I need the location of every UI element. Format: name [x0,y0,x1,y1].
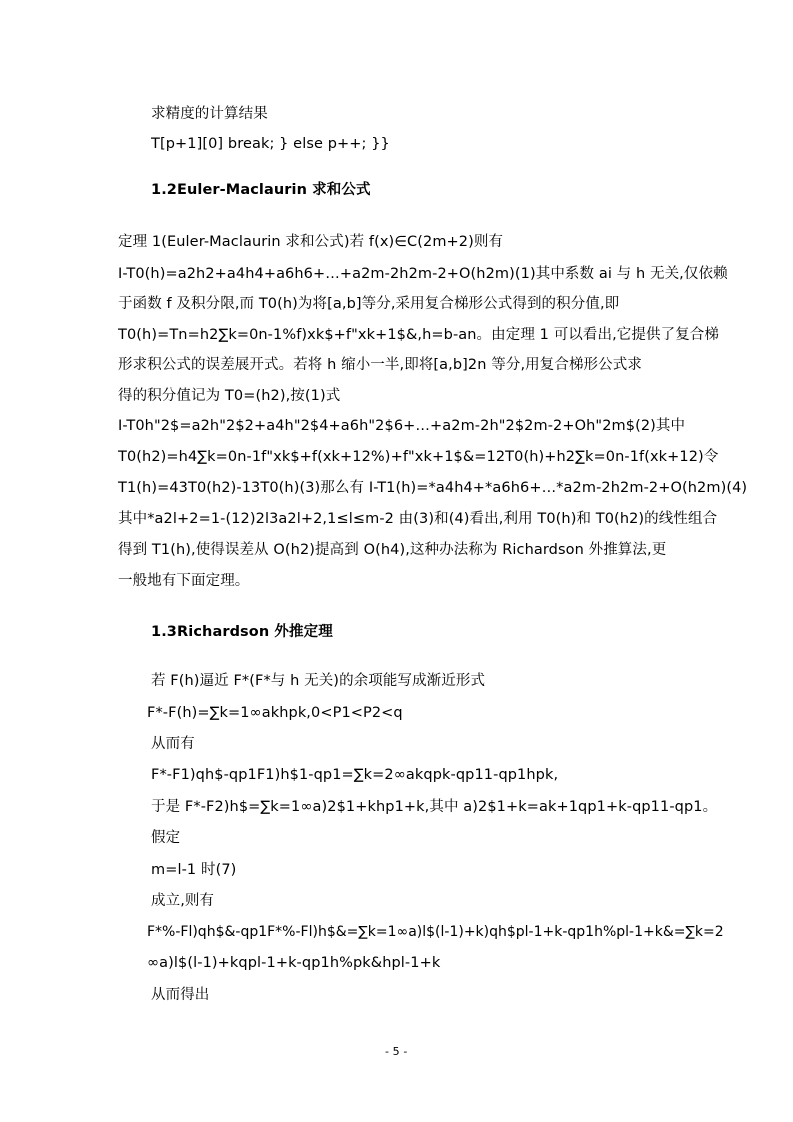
paragraph-line: T0(h2)=h4∑k=0n-1f"xk$+f(xk+12%)+f"xk+1$&=12T0(h)+h2∑k=0n-1f(xk+12)令 [118,449,719,465]
paragraph-line: T1(h)=43T0(h2)-13T0(h)(3)那么有 I-T1(h)=*a4h4+*a6h6+…*a2m-2h2m-2+O(h2m)(4) [118,480,748,496]
paragraph-line: 一般地有下面定理。 [118,573,250,589]
formula-line: F*-F(h)=∑k=1∞akhpk,0<P1<P2<q [147,705,403,721]
paragraph-line: 于函数 f 及积分限,而 T0(h)为将[a,b]等分,采用复合梯形公式得到的积分值,即 [118,296,620,312]
paragraph-line: 假定 [151,830,181,846]
paragraph-line: T0(h)=Tn=h2∑k=0n-1%f)xk$+f"xk+1$&,h=b-an。由定理 1 可以看出,它提供了复合梯 [118,327,719,343]
page-number: - 5 - [385,1045,408,1058]
paragraph-line: I-T0(h)=a2h2+a4h4+a6h6+…+a2m-2h2m-2+O(h2m)(1)其中系数 ai 与 h 无关,仅依赖 [118,266,728,282]
formula-line: m=l-1 时(7) [151,862,237,878]
formula-line: F*%-Fl)qh$&-qp1F*%-Fl)h$&=∑k=1∞a)l$(l-1)+k)qh$pl-1+k-qp1h%pl-1+k&=∑k=2 [147,924,724,940]
paragraph-line: 形求积公式的误差展开式。若将 h 缩小一半,即将[a,b]2n 等分,用复合梯形公式求 [118,357,642,373]
paragraph-line: 若 F(h)逼近 F*(F*与 h 无关)的余项能写成渐近形式 [151,673,486,689]
paragraph-line: 于是 F*-F2)h$=∑k=1∞a)2$1+khp1+k,其中 a)2$1+k=ak+1qp1+k-qp11-qp1。 [151,799,718,815]
body-text-line: 求精度的计算结果 [151,106,268,122]
section-heading-1-2: 1.2Euler-Maclaurin 求和公式 [151,182,371,198]
paragraph-line: 成立,则有 [151,893,215,909]
code-text-line: T[p+1][0] break; } else p++; }} [151,136,390,152]
paragraph-line: 定理 1(Euler-Maclaurin 求和公式)若 f(x)∈C(2m+2)则有 [118,234,504,250]
formula-line: ∞a)l$(l-1)+kqpl-1+k-qp1h%pk&hpl-1+k [147,955,441,971]
section-heading-1-3: 1.3Richardson 外推定理 [151,624,333,640]
paragraph-line: 其中*a2l+2=1-(12)2l3a2l+2,1≤l≤m-2 由(3)和(4)看出,利用 T0(h)和 T0(h2)的线性组合 [118,511,718,527]
formula-line: F*-F1)qh$-qp1F1)h$1-qp1=∑k=2∞akqpk-qp11-qp1hpk, [151,767,559,783]
paragraph-line: 得到 T1(h),使得误差从 O(h2)提高到 O(h4),这种办法称为 Richardson 外推算法,更 [118,542,667,558]
paragraph-line: I-T0h"2$=a2h"2$2+a4h"2$4+a6h"2$6+…+a2m-2h"2$2m-2+Oh"2m$(2)其中 [118,418,686,434]
paragraph-line: 从而有 [151,736,195,752]
paragraph-line: 从而得出 [151,987,210,1003]
paragraph-line: 得的积分值记为 T0=(h2),按(1)式 [118,388,341,404]
